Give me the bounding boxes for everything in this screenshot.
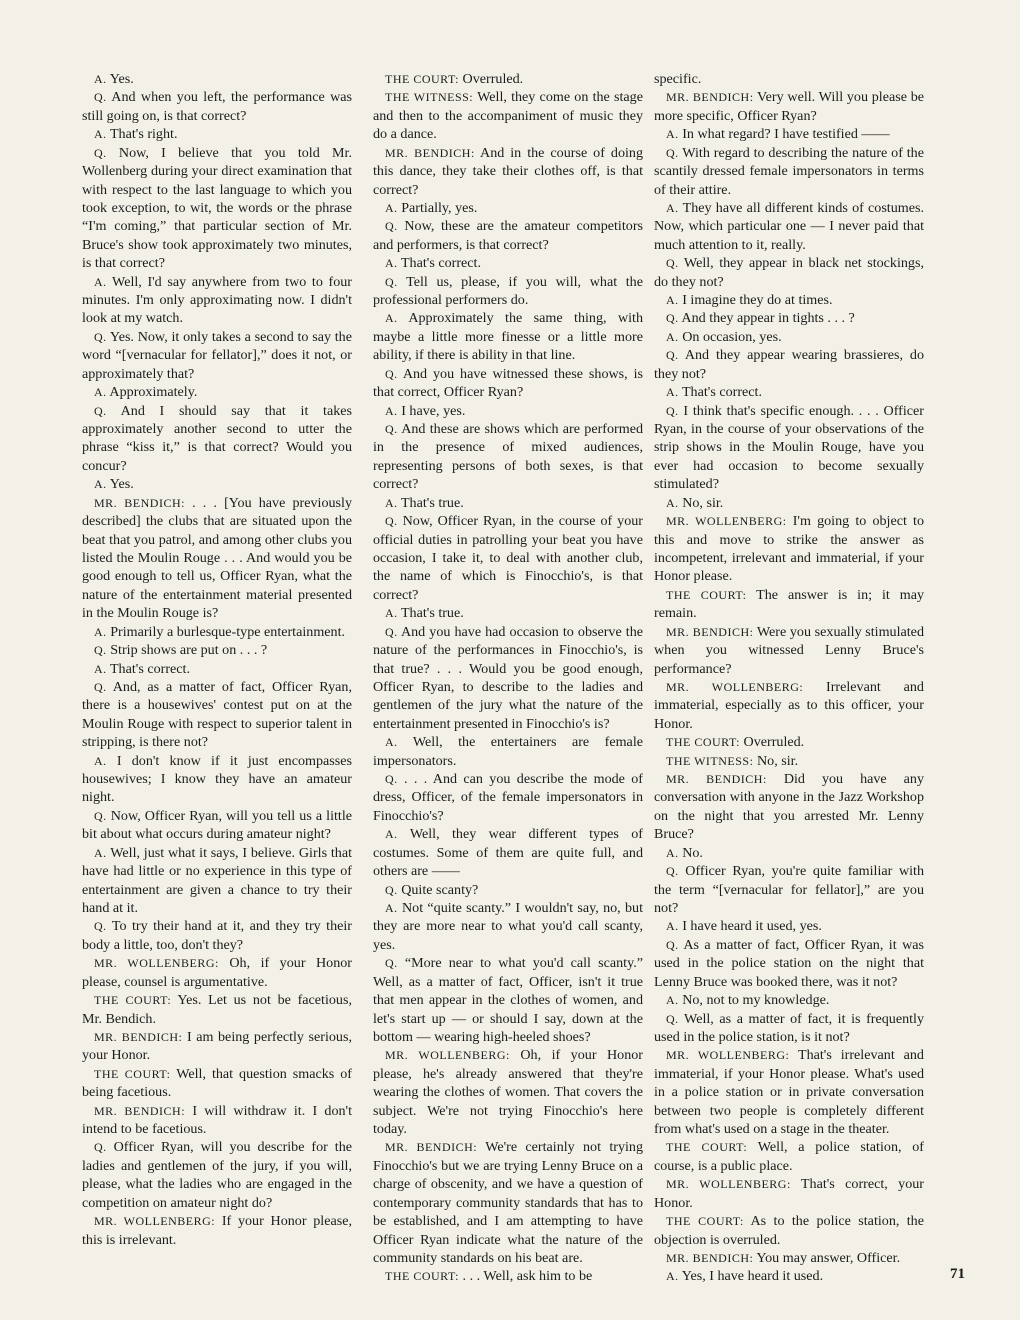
speaker-label: THE WITNESS: — [385, 90, 474, 105]
speaker-label: Q. — [94, 145, 107, 160]
speaker-label: A. — [666, 329, 679, 344]
speaker-label: Q. — [666, 256, 679, 271]
transcript-paragraph — [654, 88, 924, 125]
dialogue-text: I think that's specific enough. . . . Officer Ryan, in the course of your observations of the strip shows in the Moulin Rouge, have you ever had occasion to become sexually stimulated? — [654, 402, 924, 493]
transcript-paragraph — [654, 383, 924, 401]
speaker-label: MR. WOLLENBERG: — [666, 1048, 790, 1063]
speaker-label: MR. BENDICH: — [666, 90, 754, 105]
transcript-paragraph — [82, 660, 352, 678]
speaker-label: THE WITNESS: — [666, 753, 754, 768]
speaker-label: A. — [385, 495, 398, 510]
dialogue-text: Yes. Let us not be facetious, Mr. Bendich. — [82, 992, 352, 1027]
transcript-paragraph — [82, 273, 352, 328]
transcript-paragraph — [373, 144, 643, 199]
transcript-paragraph — [82, 1102, 352, 1139]
dialogue-text: No, sir. — [756, 752, 799, 769]
transcript-paragraph — [82, 475, 352, 493]
dialogue-text: And you have had occasion to observe the nature of the performances in Finocchio's, is that true? . . . Would you be good enough, Officer Ryan, to describe to the ladies and gentlemen of the jury what the nature of the entertainment presented in Finocchio's is? — [373, 623, 643, 732]
speaker-label: MR. BENDICH: — [666, 772, 767, 787]
transcript-paragraph — [373, 733, 643, 770]
transcript-paragraph — [654, 770, 924, 844]
speaker-label: A. — [385, 200, 398, 215]
transcript-paragraph — [373, 1046, 643, 1138]
speaker-label: Q. — [94, 1140, 107, 1155]
dialogue-text: Overruled. — [743, 734, 805, 751]
dialogue-text: I am being perfectly serious, your Honor. — [82, 1028, 352, 1064]
speaker-label: THE COURT: — [666, 1214, 744, 1229]
transcript-paragraph — [373, 199, 643, 217]
transcript-paragraph — [373, 512, 643, 604]
transcript-paragraph — [82, 125, 352, 143]
speaker-label: A. — [666, 919, 679, 934]
dialogue-text: Partially, yes. — [401, 199, 478, 216]
dialogue-text: Did you have any conversation with anyone in the Jazz Workshop on the night that you arrested Mr. Lenny Bruce? — [654, 771, 925, 843]
speaker-label: A. — [385, 735, 398, 750]
speaker-label: THE COURT: — [666, 587, 747, 602]
dialogue-text: Oh, if your Honor please, he's already answered that they're wearing the clothes of women. That covers the subject. We're not trying Finocchio's here today. — [373, 1047, 643, 1138]
transcript-paragraph — [654, 1010, 924, 1047]
speaker-label: Q. — [666, 145, 679, 160]
speaker-label: MR. BENDICH: — [385, 1140, 478, 1155]
speaker-label: A. — [94, 753, 107, 768]
dialogue-text: As to the police station, the objection is overruled. — [654, 1213, 924, 1248]
speaker-label: Q. — [385, 219, 398, 234]
transcript-paragraph — [654, 199, 924, 254]
speaker-label: Q. — [666, 311, 679, 326]
speaker-label: THE COURT: — [385, 1269, 460, 1284]
dialogue-text: In what regard? I have testified —— — [682, 126, 890, 143]
dialogue-text: Well, as a matter of fact, it is frequently used in the police station, is it not? — [654, 1010, 924, 1045]
dialogue-text: As a matter of fact, Officer Ryan, it was used in the police station on the night that Lenny Bruce was booked there, was it not? — [654, 936, 924, 990]
speaker-label: MR. WOLLENBERG: — [666, 514, 787, 529]
transcript-paragraph — [373, 954, 643, 1046]
transcript-paragraph — [654, 1138, 924, 1175]
speaker-label: A. — [666, 495, 679, 510]
dialogue-text: That's true. — [400, 494, 464, 511]
transcript-paragraph — [654, 917, 924, 935]
dialogue-text: That's correct. — [109, 660, 190, 677]
speaker-label: Q. — [94, 403, 107, 418]
transcript-paragraph — [654, 1175, 924, 1212]
speaker-label: A. — [385, 827, 398, 842]
speaker-label: Q. — [385, 274, 398, 289]
speaker-label: A. — [666, 127, 679, 142]
speaker-label: A. — [94, 127, 107, 142]
text-column-2 — [373, 70, 643, 1286]
dialogue-text: And I should say that it takes approximately another second to utter the phrase “kiss it,” is that correct? Would you concur? — [82, 402, 353, 474]
dialogue-text: Yes. Now, it only takes a second to say the word “[vernacular for fellator],” does it not, or approximately that? — [82, 328, 352, 382]
speaker-label: THE COURT: — [94, 993, 172, 1008]
dialogue-text: You may answer, Officer. — [756, 1250, 901, 1266]
dialogue-text: No, not to my knowledge. — [682, 992, 830, 1009]
transcript-paragraph — [373, 881, 643, 899]
dialogue-text: I have heard it used, yes. — [682, 918, 822, 935]
dialogue-text: I have, yes. — [401, 402, 466, 419]
transcript-paragraph — [82, 70, 352, 88]
transcript-paragraph — [373, 273, 643, 310]
speaker-label: MR. BENDICH: — [94, 1029, 183, 1044]
speaker-label: MR. WOLLENBERG: — [385, 1048, 510, 1063]
transcript-paragraph — [82, 144, 352, 273]
transcript-paragraph — [654, 752, 924, 770]
transcript-paragraph — [82, 678, 352, 752]
speaker-label: Q. — [666, 348, 679, 363]
speaker-label: A. — [666, 993, 679, 1008]
transcript-paragraph — [654, 402, 924, 494]
dialogue-text: Quite scanty? — [401, 881, 479, 898]
dialogue-text: They have all different kinds of costumes. Now, which particular one — I never paid that much attention to it, really. — [654, 199, 924, 253]
speaker-label: Q. — [666, 937, 679, 952]
speaker-label: MR. BENDICH: — [94, 495, 185, 510]
transcript-paragraph — [82, 383, 352, 401]
transcript-paragraph — [654, 125, 924, 143]
dialogue-text: And they appear in tights . . . ? — [681, 310, 855, 327]
dialogue-text: Now, these are the amateur competitors and performers, is that correct? — [373, 218, 643, 253]
transcript-paragraph — [373, 1267, 643, 1285]
dialogue-text: Approximately the same thing, with maybe a little more finesse or a little more ability, if there is ability in that line. — [373, 310, 643, 364]
speaker-label: Q. — [94, 919, 107, 934]
transcript-paragraph — [373, 88, 643, 143]
transcript-paragraph — [373, 1138, 643, 1267]
speaker-label: A. — [385, 403, 398, 418]
dialogue-text: Strip shows are put on . . . ? — [110, 642, 268, 659]
transcript-paragraph — [82, 1212, 352, 1249]
dialogue-text: Primarily a burlesque-type entertainment. — [110, 623, 346, 640]
transcript-paragraph — [654, 512, 924, 586]
transcript-paragraph — [373, 70, 643, 88]
speaker-label: A. — [94, 624, 107, 639]
transcript-paragraph — [654, 991, 924, 1009]
transcript-paragraph — [82, 1138, 352, 1212]
speaker-label: Q. — [385, 514, 398, 529]
dialogue-text: The answer is in; it may remain. — [654, 586, 924, 622]
dialogue-text: That's correct. — [400, 255, 481, 272]
speaker-label: A. — [385, 256, 398, 271]
transcript-paragraph — [654, 862, 924, 917]
dialogue-text: No. — [682, 844, 703, 861]
transcript-paragraph — [654, 346, 924, 383]
transcript-paragraph — [82, 954, 352, 991]
speaker-label: THE COURT: — [385, 72, 460, 86]
transcript-paragraph — [654, 309, 924, 327]
speaker-label: A. — [94, 477, 107, 492]
speaker-label: Q. — [94, 808, 107, 823]
dialogue-text: Now, Officer Ryan, will you tell us a little bit about what occurs during amateur night? — [82, 807, 352, 843]
speaker-label: Q. — [94, 329, 107, 344]
dialogue-text: With regard to describing the nature of the scantily dressed female impersonators in terms of their attire. — [654, 144, 924, 198]
speaker-label: THE COURT: — [666, 1140, 748, 1155]
transcript-paragraph — [373, 420, 643, 494]
dialogue-text: That's correct. — [681, 384, 762, 401]
dialogue-text: I imagine they do at times. — [682, 292, 833, 309]
dialogue-text: Oh, if your Honor please, counsel is argumentative. — [82, 955, 352, 990]
speaker-label: A. — [666, 1269, 679, 1284]
speaker-label: MR. WOLLENBERG: — [94, 1214, 216, 1229]
speaker-label: Q. — [94, 679, 107, 694]
page-number: 71 — [950, 1266, 965, 1282]
transcript-paragraph — [654, 254, 924, 291]
speaker-label: Q. — [385, 422, 398, 437]
dialogue-text: Irrelevant and immaterial, especially as to this officer, your Honor. — [654, 678, 924, 732]
dialogue-text: specific. — [654, 71, 702, 87]
transcript-paragraph — [373, 899, 643, 954]
transcript-paragraph — [82, 807, 352, 844]
speaker-label: A. — [666, 200, 679, 215]
dialogue-text: . . . [You have previously described] the clubs that are situated upon the beat that you patrol, and among other clubs you listed the Moulin Rouge . . . And would you be good enough to tell us, Officer Ryan, what the nature of the entertainment material presented in the Moulin Rouge is? — [82, 494, 352, 622]
dialogue-text: And these are shows which are performed in the presence of mixed audiences, representing persons of both sexes, is that correct? — [373, 421, 643, 493]
dialogue-text: I'm going to object to this and move to strike the answer as incompetent, irrelevant and immaterial, if your Honor please. — [654, 513, 924, 585]
transcript-paragraph — [654, 1212, 924, 1249]
speaker-label: Q. — [94, 90, 107, 105]
transcript-paragraph — [654, 936, 924, 991]
dialogue-text: Very well. Will you please be more specific, Officer Ryan? — [654, 89, 924, 124]
dialogue-text: And in the course of doing this dance, they take their clothes off, is that correct? — [373, 144, 643, 198]
dialogue-text: Now, Officer Ryan, in the course of your official duties in patrolling your beat you have occasion, I take it, to deal with another club, the name of which is Finocchio's, is that correct? — [373, 513, 643, 603]
dialogue-text: Well, just what it says, I believe. Girls that have had little or no experience in this type of entertainment are given a chance to try their hand at it. — [82, 844, 352, 916]
dialogue-text: I don't know if it just encompasses housewives; I know they have an amateur night. — [82, 752, 352, 806]
transcript-paragraph — [82, 917, 352, 954]
speaker-label: Q. — [385, 956, 398, 971]
speaker-label: A. — [385, 900, 398, 915]
transcript-paragraph — [82, 641, 352, 659]
speaker-label: A. — [385, 311, 398, 326]
dialogue-text: Were you sexually stimulated when you witnessed Lenny Bruce's performance? — [654, 623, 924, 677]
speaker-label: A. — [94, 661, 107, 676]
transcript-paragraph — [82, 623, 352, 641]
transcript-paragraph — [82, 1028, 352, 1065]
transcript-paragraph — [82, 328, 352, 383]
speaker-label: MR. BENDICH: — [666, 624, 754, 639]
speaker-label: MR. BENDICH: — [385, 145, 475, 160]
dialogue-text: If your Honor please, this is irrelevant. — [82, 1213, 352, 1248]
transcript-paragraph — [373, 770, 643, 825]
transcript-paragraph — [82, 88, 352, 125]
dialogue-text: Yes. — [109, 71, 134, 87]
speaker-label: MR. WOLLENBERG: — [666, 679, 804, 694]
transcript-paragraph — [654, 494, 924, 512]
dialogue-text: That's irrelevant and immaterial, if your Honor please. What's used in a police station or in private conversation between two people is completely different from what's used on a stage in the theater. — [654, 1047, 924, 1138]
speaker-label: Q. — [666, 403, 679, 418]
speaker-label: A. — [666, 293, 679, 308]
transcript-paragraph — [373, 623, 643, 734]
transcript-paragraph — [82, 494, 352, 623]
transcript-paragraph — [82, 991, 352, 1028]
transcript-paragraph — [654, 144, 924, 199]
transcript-paragraph — [373, 604, 643, 622]
speaker-label: THE COURT: — [94, 1066, 171, 1081]
dialogue-text: Now, I believe that you told Mr. Wollenberg during your direct examination that with respect to the last language to which you took exception, to wit, the words or the phrase “I'm coming,” that particular section of Mr. Bruce's show took approximately two minutes, is that correct? — [82, 144, 352, 272]
transcript-paragraph — [82, 402, 352, 476]
speaker-label: Q. — [94, 643, 107, 658]
dialogue-text: On occasion, yes. — [682, 328, 782, 345]
transcript-paragraph — [82, 844, 352, 918]
dialogue-text: . . . And can you describe the mode of dress, Officer, of the female impersonators in Finocchio's? — [373, 771, 643, 824]
speaker-label: MR. BENDICH: — [666, 1251, 754, 1265]
speaker-label: Q. — [385, 882, 398, 897]
speaker-label: A. — [94, 72, 107, 86]
dialogue-text: To try their hand at it, and they try their body a little, too, don't they? — [82, 918, 352, 953]
speaker-label: THE COURT: — [666, 735, 741, 750]
transcript-paragraph — [82, 1065, 352, 1102]
speaker-label: MR. WOLLENBERG: — [94, 956, 219, 971]
speaker-label: Q. — [666, 1011, 679, 1026]
dialogue-text: Well, that question smacks of being facetious. — [82, 1065, 352, 1101]
speaker-label: A. — [666, 385, 679, 400]
speaker-label: A. — [666, 845, 679, 860]
dialogue-text: And when you left, the performance was still going on, is that correct? — [82, 89, 352, 124]
dialogue-text: Not “quite scanty.” I wouldn't say, no, but they are more near to what you'd call scanty, yes. — [373, 899, 643, 953]
speaker-label: A. — [94, 385, 107, 400]
dialogue-text: Well, I'd say anywhere from two to four minutes. I'm only approximating now. I didn't look at my watch. — [82, 273, 352, 327]
dialogue-text: Well, they wear different types of costumes. Some of them are quite full, and others are —— — [373, 826, 643, 880]
dialogue-text: . . . Well, ask him to be — [462, 1268, 593, 1285]
dialogue-text: Officer Ryan, you're quite familiar with the term “[vernacular for fellator],” are you not? — [654, 863, 924, 916]
transcript-paragraph — [654, 328, 924, 346]
transcript-paragraph — [654, 1046, 924, 1138]
dialogue-text: Approximately. — [109, 384, 198, 401]
dialogue-text: We're certainly not trying Finocchio's but we are trying Lenny Bruce on a charge of obscenity, and we have a question of contemporary community standards that has to be established, and I am attempting to have Officer Ryan indicate what the nature of the community standards on his beat are. — [373, 1139, 643, 1266]
transcript-paragraph — [654, 678, 924, 733]
transcript-paragraph — [654, 1249, 924, 1267]
dialogue-text: That's true. — [400, 605, 464, 622]
dialogue-text: Well, a police station, of course, is a public place. — [654, 1139, 924, 1174]
speaker-label: Q. — [385, 772, 398, 787]
speaker-label: Q. — [666, 864, 679, 879]
speaker-label: MR. WOLLENBERG: — [666, 1177, 791, 1192]
speaker-label: A. — [94, 845, 107, 860]
speaker-label: MR. BENDICH: — [94, 1103, 186, 1118]
transcript-paragraph — [373, 309, 643, 364]
speaker-label: A. — [94, 274, 107, 289]
transcript-paragraph — [373, 254, 643, 272]
transcript-paragraph — [654, 623, 924, 678]
dialogue-text: Yes, I have heard it used. — [681, 1268, 824, 1285]
transcript-paragraph — [82, 752, 352, 807]
dialogue-text: Officer Ryan, will you describe for the ladies and gentlemen of the jury, if you will, please, what the ladies who are engaged in the competition on amateur night do? — [82, 1139, 352, 1211]
dialogue-text: Well, they appear in black net stockings, do they not? — [654, 255, 924, 290]
text-column-3 — [654, 70, 924, 1286]
dialogue-text: Yes. — [109, 476, 134, 493]
dialogue-text: Overruled. — [462, 71, 524, 87]
transcript-paragraph — [373, 402, 643, 420]
dialogue-text: And they appear wearing brassieres, do they not? — [654, 347, 924, 382]
dialogue-text: That's right. — [109, 126, 178, 143]
transcript-paragraph — [654, 1267, 924, 1285]
dialogue-text: Well, they come on the stage and then to the accompaniment of music they do a dance. — [373, 89, 643, 143]
dialogue-text: And you have witnessed these shows, is that correct, Officer Ryan? — [373, 365, 643, 401]
transcript-paragraph — [654, 586, 924, 623]
dialogue-text: Well, the entertainers are female impersonators. — [373, 734, 643, 769]
transcript-paragraph — [654, 733, 924, 751]
transcript-paragraph — [373, 494, 643, 512]
dialogue-text: I will withdraw it. I don't intend to be facetious. — [82, 1102, 352, 1138]
dialogue-text: “More near to what you'd call scanty.” Well, as a matter of fact, Officer, isn't it true that men appear in the clothes of women, and let's start up — or should I say, down at the bottom — wearing high-heeled shoes? — [373, 955, 643, 1045]
transcript-paragraph — [654, 844, 924, 862]
dialogue-text: And, as a matter of fact, Officer Ryan, there is a housewives' contest put on at the Moulin Rouge with respect to superior talent in stripping, is there not? — [82, 678, 352, 751]
dialogue-text: That's correct, your Honor. — [654, 1176, 924, 1211]
speaker-label: Q. — [385, 366, 398, 381]
dialogue-text: No, sir. — [682, 494, 724, 511]
text-column-1 — [82, 70, 352, 1249]
dialogue-text: Tell us, please, if you will, what the professional performers do. — [373, 273, 643, 309]
transcript-paragraph — [654, 70, 924, 88]
transcript-paragraph — [373, 365, 643, 402]
transcript-paragraph — [654, 291, 924, 309]
transcript-paragraph — [373, 825, 643, 880]
speaker-label: A. — [385, 606, 398, 621]
transcript-paragraph — [373, 217, 643, 254]
speaker-label: Q. — [385, 624, 398, 639]
